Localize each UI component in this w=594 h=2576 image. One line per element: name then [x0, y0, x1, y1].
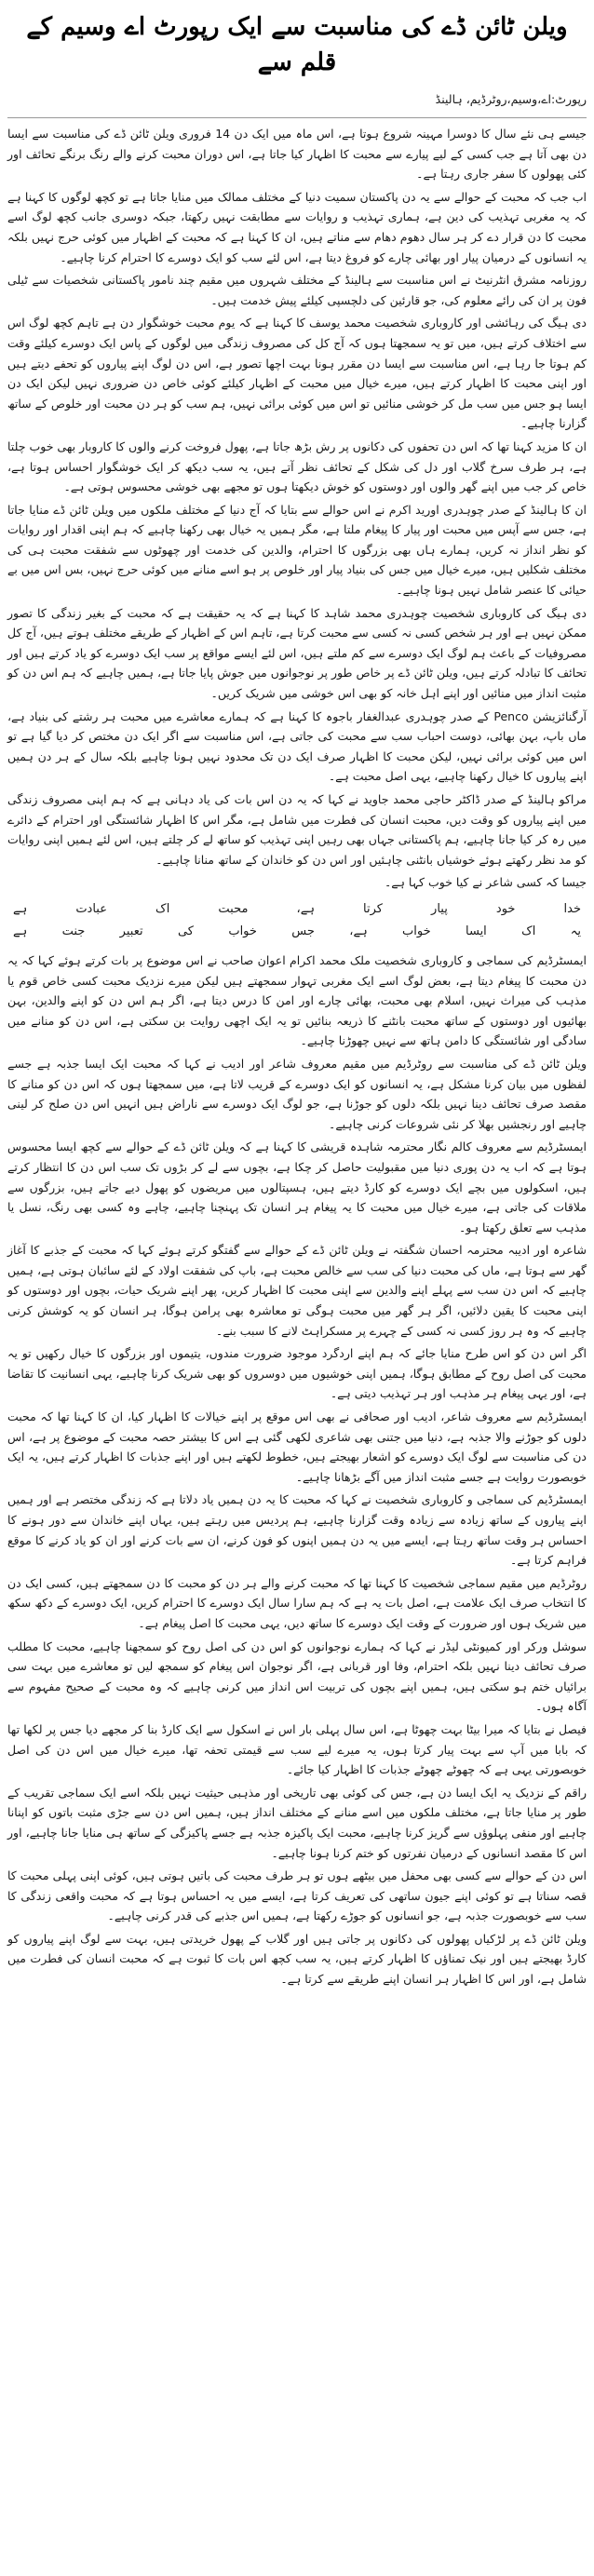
article-paragraph: ان کا مزید کہنا تھا کہ اس دن تحفوں کی دکانوں پر رش بڑھ جاتا ہے، پھول فروخت کرنے والوں کا کاروبار بھی خوب چلتا ہے، ہر طرف سرخ گلاب اور دل کی شکل کے تحائف نظر آتے ہیں، یہ سب دیکھ کر ایک خوشگوار احساس ہوتا ہے، خاص کر جب میں اپنے گھر والوں اور دوستوں کو خوش دیکھتا ہوں تو مجھے بھی خوشی محسوس ہوتی ہے۔: [7, 438, 587, 494]
article-paragraph: ایمسٹرڈیم کی سماجی و کاروباری شخصیت نے کہا کہ محبت کا یہ دن ہمیں یاد دلاتا ہے کہ زندگی مختصر ہے اور ہمیں اپنے پیاروں کے ساتھ زیادہ سے زیادہ وقت گزارنا چاہیے، ہم پردیس میں رہتے ہیں، یہاں اپنے خاندان سے دور ہونے کا احساس ہر وقت ساتھ رہتا ہے، ایسے میں یہ دن ہمیں اپنوں کو فون کرنے، ان سے بات کرنے اور ان کو یاد کرنے کا موقع فراہم کرتا ہے۔: [7, 1492, 587, 1568]
article-paragraph: جیسے ہی نئے سال کا دوسرا مہینہ شروع ہوتا ہے، اس ماہ میں ایک دن 14 فروری ویلن ٹائن ڈے کی مناسبت سے ایسا دن بھی آتا ہے جب کسی کے لیے پیارے سے محبت کا اظہار کیا جاتا ہے، اس دوران محبت کرنے والے رنگ برنگے تحائف اور کئی پھولوں کا سفر جاری رہتا ہے۔: [7, 127, 587, 182]
article-body-after-poem: [7, 951, 587, 1989]
article-paragraph: راقم کے نزدیک یہ ایک ایسا دن ہے، جس کی کوئی بھی تاریخی اور مذہبی حیثیت نہیں بلکہ اسے ایک سماجی تقریب کے طور پر منایا جاتا ہے، مختلف ملکوں میں اسے منانے کے مختلف انداز ہیں، ہمیں اس دن سے جڑی مثبت باتوں کو اپنانا چاہیے اور منفی پہلوؤں سے گریز کرنا چاہیے، محبت ایک پاکیزہ جذبہ ہے جسے پاکیزگی کے ساتھ ہی منایا جانا چاہیے، اور اس کا مقصد انسانوں کے درمیان نفرتوں کو ختم کرنا ہونا چاہیے۔: [7, 1785, 587, 1860]
poem-line: خدا خود پیار کرتا ہے، محبت اک عبادت ہے: [13, 901, 581, 916]
article-paragraph: آرگنائزیشن Penco کے صدر چوہدری عبدالغفار باجوہ کا کہنا ہے کہ ہمارے معاشرے میں محبت ہر رشتے کی بنیاد ہے، ماں باپ، بہن بھائی، دوست احباب سب سے محبت کی جاتی ہے، اس مناسبت سے اگر ایک دن مختص کر دیا گیا ہے تو اس میں کوئی برائی نہیں، لیکن محبت کا اظہار صرف ایک دن تک محدود نہیں ہونا چاہیے بلکہ سال کے ہر دن ہمیں اپنے پیاروں کا خیال رکھنا چاہیے، یہی اصل محبت ہے۔: [7, 708, 587, 784]
article-paragraph: اگر اس دن کو اس طرح منایا جائے کہ ہم اپنے اردگرد موجود ضرورت مندوں، یتیموں اور بزرگوں کا خیال رکھیں تو یہ محبت کی اصل روح کے مطابق ہوگا، ہمیں اپنی خوشیوں میں دوسروں کو بھی شریک کرنا چاہیے، یہی انسانیت کا تقاضا ہے، اور یہی پیغام ہر مذہب اور ہر تہذیب دیتی ہے۔: [7, 1346, 587, 1401]
article-paragraph: روٹرڈیم میں مقیم سماجی شخصیت کا کہنا تھا کہ محبت کرنے والے ہر دن کو محبت کا دن سمجھتے ہیں، کسی ایک دن کا انتخاب صرف ایک علامت ہے، اصل بات یہ ہے کہ ہم سارا سال ایک دوسرے کا احترام کریں، ایک دوسرے کے دکھ سکھ میں شریک ہوں اور ضرورت کے وقت ایک دوسرے کا ساتھ دیں، یہی محبت کا اصل پیغام ہے۔: [7, 1575, 587, 1630]
poem-block: [7, 898, 587, 943]
article-paragraph: فیصل نے بتایا کہ میرا بیٹا بہت چھوٹا ہے، اس سال پہلی بار اس نے اسکول سے ایک کارڈ بنا کر مجھے دیا جس پر لکھا تھا کہ بابا میں آپ سے بہت پیار کرتا ہوں، یہ میرے لیے سب سے قیمتی تحفہ تھا، میرے خیال میں اس دن کی اصل خوبصورتی یہی ہے کہ چھوٹے چھوٹے جذبات کا اظہار کیا جائے۔: [7, 1721, 587, 1777]
article-paragraph: جیسا کہ کسی شاعر نے کیا خوب کہا ہے۔: [384, 875, 587, 890]
byline-divider: [7, 117, 587, 118]
article-paragraph: ایمسٹرڈیم سے معروف شاعر، ادیب اور صحافی نے بھی اس موقع پر اپنے خیالات کا اظہار کیا، ان کا کہنا تھا کہ محبت دلوں کو جوڑنے والا جذبہ ہے، دنیا میں جتنی بھی شاعری لکھی گئی ہے اس کا بیشتر حصہ محبت کے موضوع پر ہے، اس دن کی مناسبت سے لوگ ایک دوسرے کو اشعار بھیجتے ہیں، خطوط لکھتے ہیں اور اپنے جذبات کا اظہار کرتے ہیں، یہ ایک خوبصورت روایت ہے جسے مثبت انداز میں آگے بڑھانا چاہیے۔: [7, 1409, 587, 1484]
article-body-before-poem: [7, 124, 587, 893]
article-paragraph: سوشل ورکر اور کمیونٹی لیڈر نے کہا کہ ہمارے نوجوانوں کو اس دن کی اصل روح کو سمجھنا چاہیے، محبت کا مطلب صرف تحائف دینا نہیں بلکہ احترام، وفا اور قربانی ہے، اگر نوجوان اس پیغام کو سمجھ لیں تو معاشرے میں بہت سی برائیاں ختم ہو سکتی ہیں، ہمیں اپنے بچوں کی تربیت اس انداز میں کرنی چاہیے کہ وہ محبت کے صحیح مفہوم سے آگاہ ہوں۔: [7, 1639, 587, 1714]
article-byline: رپورٹ:اے،وسیم،روٹرڈیم، ہالینڈ: [435, 92, 587, 106]
poem-line: یہ اک ایسا خواب ہے، جس خواب کی تعبیر جنت ہے: [13, 924, 581, 938]
article-paragraph: شاعرہ اور ادیبہ محترمہ احسان شگفتہ نے ویلن ٹائن ڈے کے حوالے سے گفتگو کرتے ہوئے کہا کہ محبت کے جذبے کا آغاز گھر سے ہوتا ہے، ماں کی محبت دنیا کی سب سے خالص محبت ہے، باپ کی شفقت اولاد کے لئے سائبان ہوتی ہے، ہمیں چاہیے کہ اس دن سب سے پہلے اپنے والدین سے اپنی محبت کا اظہار کریں، پھر اپنے شریک حیات، بچوں اور دوستوں کو اپنی محبت کا یقین دلائیں، اگر ہر گھر میں محبت ہوگی تو معاشرہ بھی پرامن ہوگا، ہر انسان کو یہ کوشش کرنی چاہیے کہ وہ ہر روز کسی نہ کسی کے چہرے پر مسکراہٹ لانے کا سبب بنے۔: [7, 1243, 587, 1338]
article-paragraph: ایمسٹرڈیم کی سماجی و کاروباری شخصیت ملک محمد اکرام اعوان صاحب نے اس موضوع پر بات کرتے ہوئے کہا کہ یہ دن محبت کا پیغام دیتا ہے، بعض لوگ اسے ایک مغربی تہوار سمجھتے ہیں لیکن میرے نزدیک محبت کسی خاص قوم یا مذہب کی میراث نہیں، اسلام بھی محبت، بھائی چارے اور امن کا درس دیتا ہے، اگر ہم اس دن کو اپنے والدین، بہن بھائیوں اور دوستوں کے ساتھ محبت بانٹنے کا ذریعہ بنائیں تو یہ ایک اچھی روایت بن سکتی ہے، اس دن کو منانے میں سادگی اور شائستگی کا دامن ہاتھ سے نہیں چھوڑنا چاہیے۔: [7, 952, 587, 1048]
article-paragraph: ایمسٹرڈیم سے معروف کالم نگار محترمہ شاہدہ قریشی کا کہنا ہے کہ ویلن ٹائن ڈے کے حوالے سے کچھ ایسا محسوس ہوتا ہے کہ اب یہ دن پوری دنیا میں مقبولیت حاصل کر چکا ہے، بچوں سے لے کر بڑوں تک سب اس دن کا انتظار کرتے ہیں، اسکولوں میں بچے ایک دوسرے کو کارڈ دیتے ہیں، ہسپتالوں میں مریضوں کو پھول دیے جاتے ہیں، بزرگوں سے ملاقات کی جاتی ہے، میرے خیال میں محبت کا یہ پیغام ہر انسان تک پہنچنا چاہیے، چاہے وہ کسی بھی رنگ، نسل یا مذہب سے تعلق رکھتا ہو۔: [7, 1140, 587, 1234]
article-paragraph: ویلن ٹائن ڈے پر لڑکیاں پھولوں کی دکانوں پر جاتی ہیں اور گلاب کے پھول خریدتی ہیں، بہت سے لوگ اپنے پیاروں کو کارڈ بھیجتے ہیں اور نیک تمناؤں کا اظہار کرتے ہیں، یہ سب کچھ اس بات کا ثبوت ہے کہ محبت انسان کی فطرت میں شامل ہے، اور اس کا اظہار ہر انسان اپنے طریقے سے کرتا ہے۔: [7, 1931, 587, 1987]
article-paragraph: دی ہیگ کی رہائشی اور کاروباری شخصیت محمد یوسف کا کہنا ہے کہ یوم محبت خوشگوار دن ہے تاہم کچھ لوگ اس سے اختلاف کرتے ہیں، میں تو یہ سمجھتا ہوں کہ آج کل کی مصروف زندگی میں لوگوں کے پاس ایک دوسرے کیلئے وقت کم ہوتا جا رہا ہے، اس مناسبت سے ایسا دن مقرر ہونا بہت اچھا تصور ہے، اس دن لوگ اپنے پیاروں کو تحفے دیتے ہیں اور اپنی محبت کا اظہار کرتے ہیں، میرے خیال میں محبت کے اظہار کیلئے کوئی خاص دن ضروری نہیں لیکن ایک دن ایسا ہو جس میں سب مل کر خوشی منائیں تو اس میں کوئی برائی نہیں، ہم سب کو ہر دن محبت اور خلوص کے ساتھ گزارنا چاہیے۔: [7, 316, 587, 431]
article-headline: ویلن ٹائن ڈے کی مناسبت سے ایک رپورٹ اے وسیم کے قلم سے: [26, 13, 568, 76]
article-paragraph: ویلن ٹائن ڈے کی مناسبت سے روٹرڈیم میں مقیم معروف شاعر اور ادیب نے کہا کہ محبت ایک ایسا جذبہ ہے جسے لفظوں میں بیان کرنا مشکل ہے، یہ انسانوں کو ایک دوسرے کے قریب لاتا ہے، میں سمجھتا ہوں کہ اس دن کو منانے کا مقصد صرف تحائف دینا نہیں بلکہ دلوں کو جوڑنا ہے، جو لوگ ایک دوسرے سے ناراض ہیں انہیں اس دن صلح کر لینی چاہیے اور رنجشیں بھلا کر نئی شروعات کرنی چاہیے۔: [7, 1056, 587, 1131]
article-paragraph: دی ہیگ کی کاروباری شخصیت چوہدری محمد شاہد کا کہنا ہے کہ یہ حقیقت ہے کہ محبت کے بغیر زندگی کا تصور ممکن نہیں ہے اور ہر شخص کسی نہ کسی سے محبت کرتا ہے، تاہم اس کے اظہار کے طریقے مختلف ہوتے ہیں، آج کل مصروفیات کے باعث ہم لوگ ایک دوسرے سے کم ملتے ہیں، اس لئے ایسے مواقع پر سب ایک دوسرے کو یاد کرتے ہیں اور تحائف کا تبادلہ کرتے ہیں، ویلن ٹائن ڈے پر خاص طور پر نوجوانوں میں جوش پایا جاتا ہے، ہمیں چاہیے کہ ہم اس دن کو مثبت انداز میں منائیں اور اپنے اہل خانہ کو بھی اس خوشی میں شریک کریں۔: [7, 605, 587, 701]
article-paragraph: ان کا ہالینڈ کے صدر چوہدری اورید اکرم نے اس حوالے سے بتایا کہ آج دنیا کے مختلف ملکوں میں ویلن ٹائن ڈے منایا جاتا ہے، جس سے آپس میں محبت اور پیار کا پیغام ملتا ہے، مگر ہمیں یہ خیال بھی رکھنا چاہیے کہ ہم اپنی اقدار اور روایات کو نظر انداز نہ کریں، ہمارے ہاں بھی بزرگوں کا احترام، والدین کی خدمت اور چھوٹوں سے شفقت محبت ہی کی مختلف شکلیں ہیں، میرے خیال میں جس کی بنیاد پیار اور خلوص پر ہو اسے منانے میں کوئی حرج نہیں، بس اس میں بے حیائی کا عنصر شامل نہیں ہونا چاہیے۔: [7, 502, 587, 598]
article-paragraph: روزنامہ مشرق انٹرنیٹ نے اس مناسبت سے ہالینڈ کے مختلف شہروں میں مقیم چند نامور پاکستانی شخصیات سے ٹیلی فون پر ان کی رائے معلوم کی، جو قارئین کی دلچسپی کیلئے پیش خدمت ہیں۔: [7, 273, 587, 307]
article-paragraph: اس دن کے حوالے سے کسی بھی محفل میں بیٹھے ہوں تو ہر طرف محبت کی باتیں ہوتی ہیں، کوئی اپنی پہلی محبت کا قصہ سناتا ہے تو کوئی اپنے جیون ساتھی کی تعریف کرتا ہے، ایسے میں یہ احساس ہوتا ہے کہ محبت واقعی زندگی کا سب سے خوبصورت جذبہ ہے، جو انسانوں کو جوڑے رکھتا ہے، ہمیں اس جذبے کی قدر کرنی چاہیے۔: [7, 1868, 587, 1923]
article-paragraph: مراکو ہالینڈ کے صدر ڈاکٹر حاجی محمد جاوید نے کہا کہ یہ دن اس بات کی یاد دہانی ہے کہ ہم اپنی مصروف زندگی میں اپنے پیاروں کو وقت دیں، محبت انسان کی فطرت میں شامل ہے، مگر اس کا اظہار شائستگی اور احترام کے دائرے میں رہ کر کیا جانا چاہیے، ہم پاکستانی جہاں بھی رہیں اپنی تہذیب کو ساتھ لے کر چلتے ہیں، اس لئے ہمیں اپنی روایات کو مد نظر رکھتے ہوئے خوشیاں بانٹنی چاہئیں اور اس دن کو خاندان کے ساتھ منانا چاہیے۔: [7, 792, 587, 867]
article-paragraph: اب جب کہ محبت کے حوالے سے یہ دن پاکستان سمیت دنیا کے مختلف ممالک میں منایا جاتا ہے تو کچھ لوگوں کا کہنا ہے کہ یہ مغربی تہذیب کی دین ہے، ہماری تہذیب و روایات سے مطابقت نہیں رکھتا، جبکہ دوسری جانب کچھ لوگ اسے محبت کا دن قرار دے کر ہر سال دھوم دھام سے مناتے ہیں، ان کا کہنا ہے کہ محبت کے اظہار میں کوئی حرج نہیں بلکہ یہ انسانوں کے درمیان پیار اور بھائی چارے کو فروغ دیتا ہے، اس لئے سب کو ایک دوسرے کا احترام کرنا چاہیے۔: [7, 189, 587, 264]
